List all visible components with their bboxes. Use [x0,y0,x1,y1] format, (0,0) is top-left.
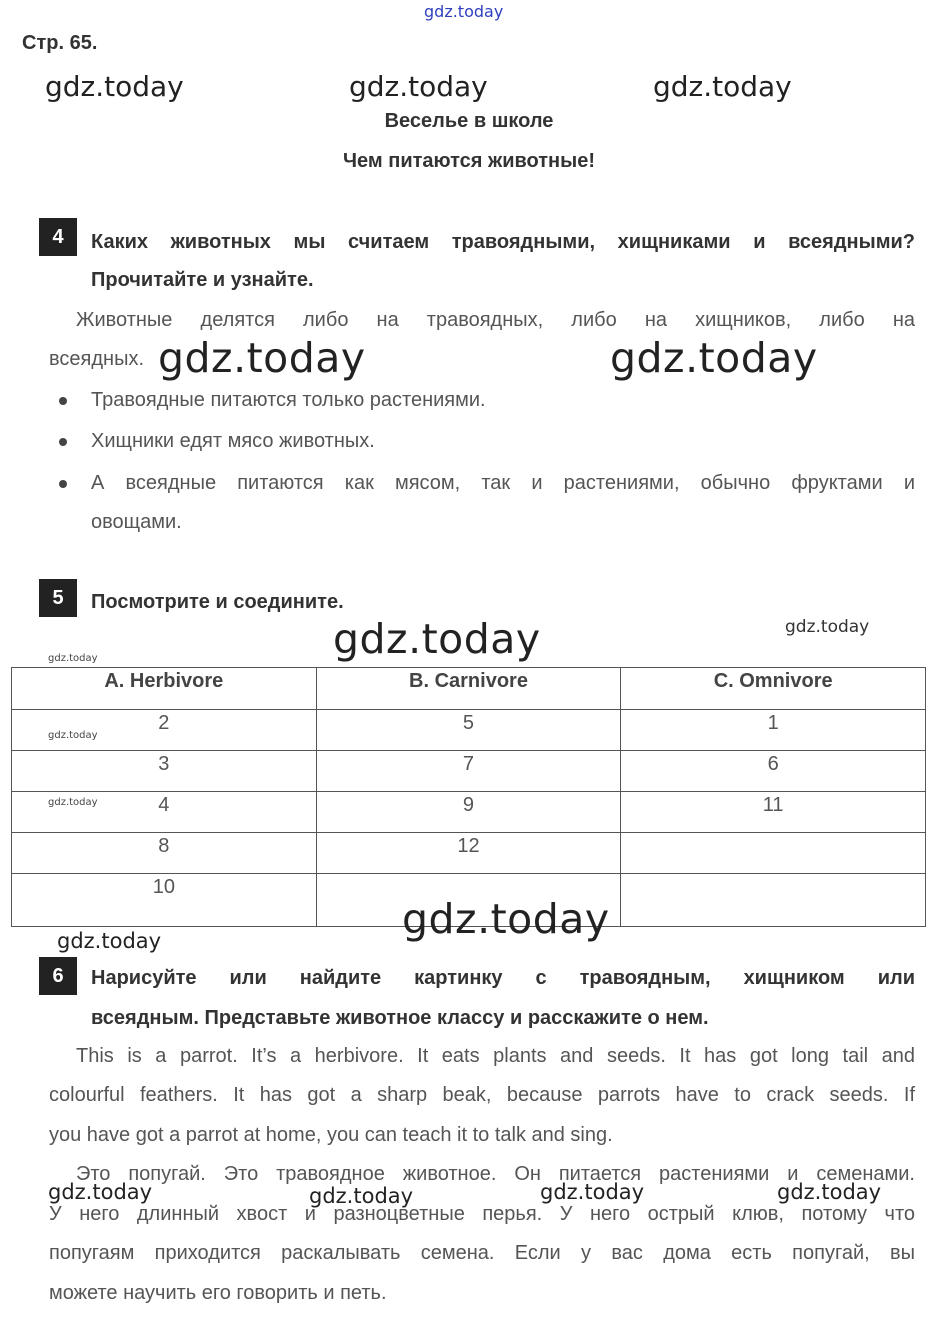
bullet-omnivore: А всеядные питаются как мясом, так и растениями, обычно фруктами и [91,472,915,494]
table-cell: 6 [621,751,926,792]
table-cell: 3 [12,751,317,792]
page-label: Стр. 65. [22,32,98,54]
watermark: gdz.today [45,70,184,103]
task6-instruction-line2: всеядным. Представьте животное классу и расскажите о нем. [91,1007,709,1029]
watermark: gdz.today [610,334,818,382]
task4-intro-line1: Животные делятся либо на травоядных, либо на хищников, либо на [76,309,915,331]
watermark: gdz.today [158,334,366,382]
column-header-omnivore: C. Omnivore [621,668,926,710]
table-cell: 4 [12,792,317,833]
matching-table [11,667,926,927]
bullet-dot [59,397,67,405]
bullet-carnivore: Хищники едят мясо животных. [91,430,375,452]
watermark-top: gdz.today [424,2,504,21]
english-text-line2: colourful feathers. It has got a sharp beak, because parrots have to crack seeds. If [49,1084,915,1106]
page-subtitle: Чем питаются животные! [343,150,595,172]
table-cell: 9 [316,792,621,833]
page-title: Веселье в школе [384,110,554,132]
russian-text-line1: Это попугай. Это травоядное животное. Он питается растениями и семенами. [76,1163,915,1185]
table-cell: 10 [12,874,317,927]
table-cell: 7 [316,751,621,792]
russian-text-line4: можете научить его говорить и петь. [49,1282,387,1304]
table-row [12,710,926,751]
task4-instruction-line1: Каких животных мы считаем травоядными, хищниками и всеядными? [91,231,915,253]
column-header-carnivore: B. Carnivore [316,668,621,710]
table-cell: 2 [12,710,317,751]
task-number-5: 5 [39,579,77,617]
table-cell: 1 [621,710,926,751]
watermark: gdz.today [48,797,98,808]
watermark: gdz.today [48,730,98,741]
task6-instruction-line1: Нарисуйте или найдите картинку с травоядным, хищником или [91,967,915,989]
task-number-6: 6 [39,957,77,995]
watermark: gdz.today [48,1180,153,1204]
table-row [12,833,926,874]
bullet-omnivore-cont: овощами. [91,511,182,533]
watermark: gdz.today [309,1184,414,1208]
watermark: gdz.today [785,617,870,637]
english-text-line3: you have got a parrot at home, you can teach it to talk and sing. [49,1124,613,1146]
column-header-herbivore: A. Herbivore [12,668,317,710]
bullet-dot [59,438,67,446]
watermark: gdz.today [48,653,98,664]
watermark: gdz.today [540,1180,645,1204]
task-number-4: 4 [39,218,77,256]
russian-text-line3: попугаям приходится раскалывать семена. Если у вас дома есть попугай, вы [49,1242,915,1264]
bullet-herbivore: Травоядные питаются только растениями. [91,389,486,411]
watermark: gdz.today [402,895,610,943]
watermark: gdz.today [333,615,541,663]
table-row [12,792,926,833]
task4-instruction-line2: Прочитайте и узнайте. [91,269,314,291]
table-cell: 5 [316,710,621,751]
table-cell [621,874,926,927]
russian-text-line2: У него длинный хвост и разноцветные перья. У него острый клюв, потому что [49,1203,915,1225]
task5-instruction: Посмотрите и соедините. [91,591,344,613]
table-cell: 12 [316,833,621,874]
watermark: gdz.today [777,1180,882,1204]
bullet-dot [59,480,67,488]
table-cell: 8 [12,833,317,874]
english-text-line1: This is a parrot. It’s a herbivore. It eats plants and seeds. It has got long tail and [76,1045,915,1067]
task4-intro-line2: всеядных. [49,348,144,370]
watermark: gdz.today [349,70,488,103]
watermark: gdz.today [653,70,792,103]
table-cell [621,833,926,874]
table-row [12,751,926,792]
watermark: gdz.today [57,929,162,953]
table-cell: 11 [621,792,926,833]
